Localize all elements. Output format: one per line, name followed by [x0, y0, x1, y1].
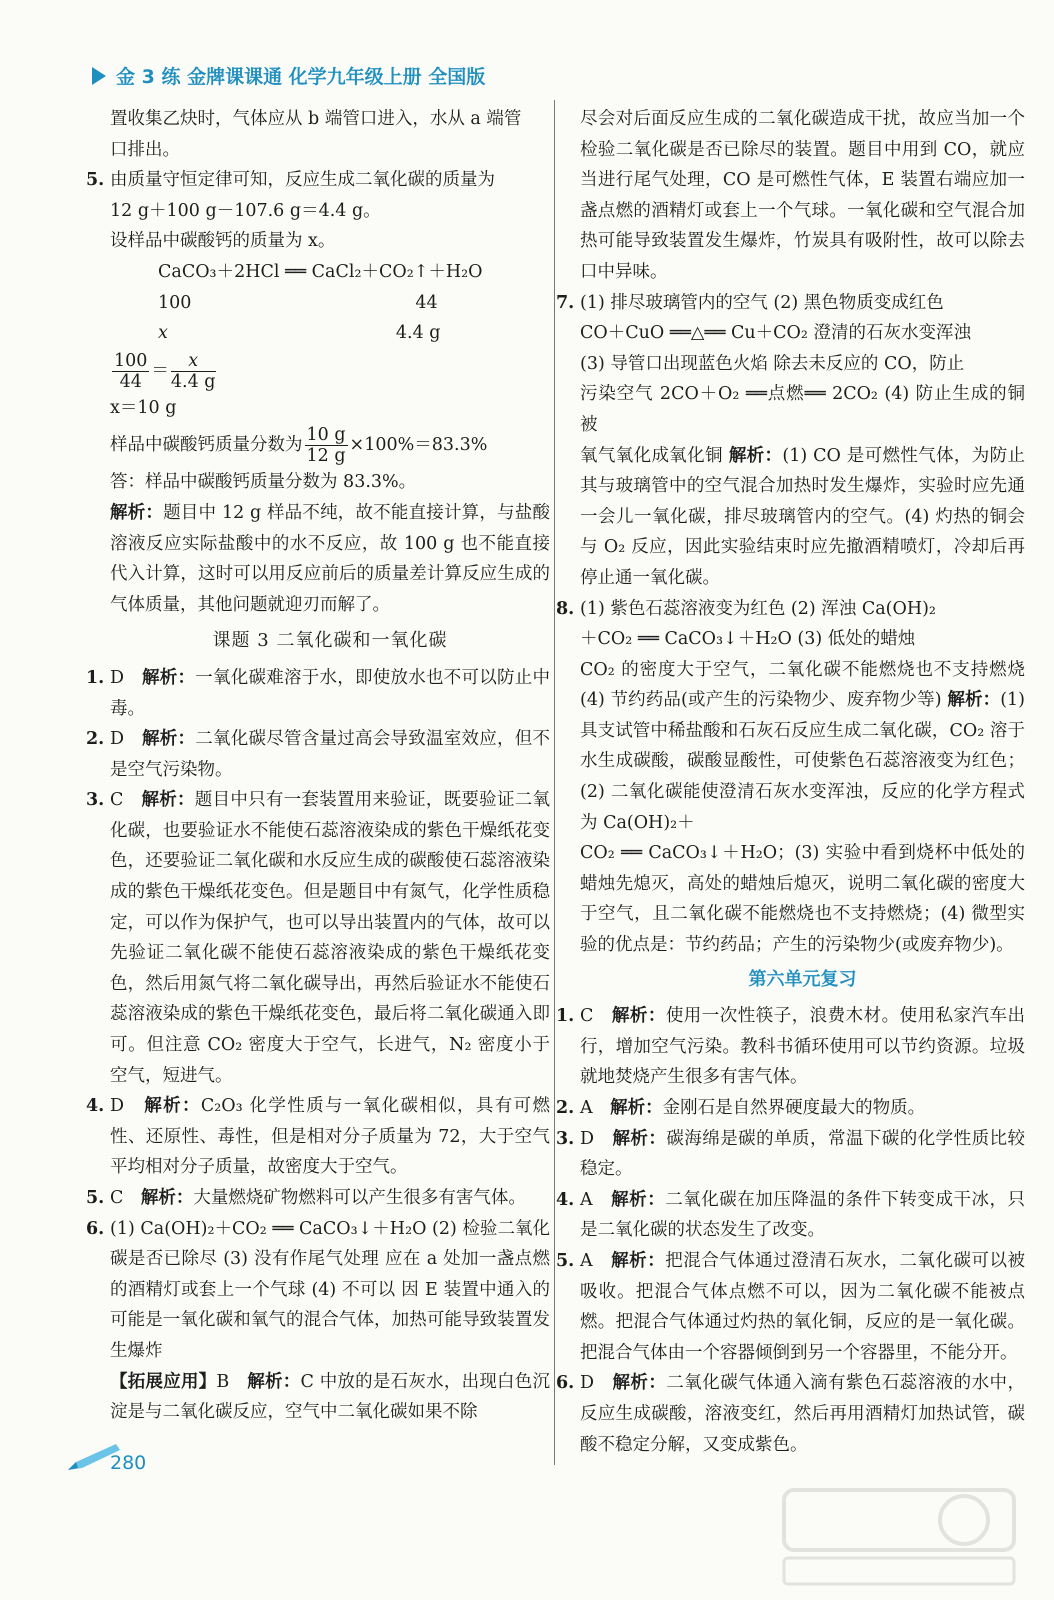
text-line: 由质量守恒定律可知，反应生成二氧化碳的质量为: [110, 170, 495, 191]
question-number: 5.: [556, 1250, 575, 1271]
fraction: [112, 351, 149, 392]
text-span: ×100%＝83.3%: [349, 435, 488, 456]
question-4: [86, 1091, 550, 1183]
answer-choice: A: [580, 1250, 593, 1271]
text-line: (3) 导管口出现蓝色火焰 除去未反应的 CO，防止: [580, 353, 965, 374]
fraction-numerator: 10 g: [306, 425, 346, 446]
question-number: 5.: [86, 1188, 105, 1208]
analysis-label: 解析：: [140, 1188, 194, 1208]
section-title: 课题 3 二氧化碳和一氧化碳: [212, 630, 448, 652]
answer-choice: D: [110, 667, 125, 688]
analysis-label: 解析：: [142, 667, 196, 688]
analysis-label: 解析：: [612, 1128, 667, 1149]
question-5: [86, 165, 550, 620]
ratio-value: x: [158, 323, 168, 344]
answer-choice: C: [110, 790, 124, 811]
question-7: [556, 288, 1026, 594]
column-divider: [554, 100, 555, 1465]
text-line: 设样品中碳酸钙的质量为 x。: [110, 231, 336, 252]
answer-choice: A: [580, 1189, 593, 1210]
page-number: 280: [110, 1452, 147, 1474]
question-number: 3.: [556, 1128, 575, 1149]
answer-text: [580, 1246, 1025, 1368]
question-number: 2.: [86, 729, 105, 750]
analysis-text: 题目中只有一套装置用来验证，既要验证二氧化碳，也要验证水不能使石蕊溶液染成的紫色干燥纸花变色，还要验证二氧化碳和水反应生成的碳酸使石蕊溶液染成的紫色干燥纸花变色。但是题目中有氮气，化学性质稳定，可以作为保护气，也可以导出装置内的气体，故可以先验证二氧化碳不能使石蕊溶液染成的紫色干燥纸花变色，然后用氮气将二氧化碳导出，再然后验证水不能使石蕊溶液染成的紫色干燥纸花变色，最后将二氧化碳通入即可。但注意 CO₂ 密度大于空气，长进气，N₂ 密度小于空气，短进气。: [110, 790, 551, 1086]
text-line: 12 g＋100 g－107.6 g＝4.4 g。: [110, 200, 381, 221]
review-question-4: [556, 1185, 1026, 1246]
answer-choice: D: [110, 729, 125, 750]
text-line: (1) 排尽玻璃管内的空气 (2) 黑色物质变成红色: [580, 292, 944, 313]
fraction-denominator: 44: [119, 371, 142, 392]
question-2: [86, 724, 551, 785]
analysis-label: 解析：: [611, 1250, 666, 1271]
triangle-icon: [92, 67, 106, 85]
analysis-label: 解析：: [728, 445, 783, 466]
question-number: 6.: [556, 1373, 575, 1394]
fraction-numerator: x: [171, 351, 216, 372]
answer-text: [110, 785, 550, 1091]
question-8: [556, 594, 1025, 961]
chemical-equation: CO＋CuO ══△══ Cu＋CO₂ 澄清的石灰水变浑浊: [580, 323, 971, 344]
ratio-row: [110, 318, 550, 349]
question-number: 4.: [86, 1096, 105, 1117]
question-6: [86, 1214, 550, 1367]
answer-line: 答：样品中碳酸钙质量分数为 83.3%。: [110, 472, 417, 493]
answer-choice: C: [110, 1188, 124, 1208]
answer-choice: C: [580, 1006, 594, 1027]
fraction-numerator: 100: [114, 350, 148, 371]
analysis-text: 使用一次性筷子，浪费木材。使用私家汽车出行，增加空气污染。教科书循环使用可以节约资源。垃圾就地焚烧产生很多有害气体。: [580, 1006, 1026, 1088]
answer-text: [110, 663, 550, 724]
analysis-label: 解析：: [110, 502, 164, 523]
question-number: 4.: [556, 1189, 575, 1210]
analysis-label: 解析：: [141, 790, 195, 811]
analysis-text: 大量燃烧矿物燃料可以产生很多有害气体。: [193, 1188, 526, 1208]
analysis: [110, 498, 550, 620]
answer-text: [110, 1091, 550, 1183]
analysis-text: 二氧化碳在加压降温的条件下转变成干冰，只是二氧化碳的状态发生了改变。: [580, 1189, 1026, 1241]
text-line: 口排出。: [110, 139, 180, 160]
answer-choice: B: [216, 1371, 230, 1392]
question-number: 2.: [556, 1098, 575, 1118]
analysis-text: 金刚石是自然界硬度最大的物质。: [662, 1098, 926, 1118]
text-line: 置收集乙炔时，气体应从 b 端管口进入，水从 a 端管: [110, 109, 522, 129]
text-span: 氧气氧化成氧化铜: [580, 445, 729, 466]
question-1: [86, 663, 551, 724]
analysis-text: 把混合气体通过澄清石灰水，二氧化碳可以被吸收。把混合气体点燃不可以，因为二氧化碳不能被点燃。把混合气体通过灼热的氧化铜，反应的是一氧化碳。把混合气体由一个容器倾倒到另一个容器里，不能分开。: [580, 1250, 1026, 1363]
analysis-text: C₂O₃ 化学性质与一氧化碳相似，具有可燃性、还原性、毒性，但是相对分子质量为 72，大于空气平均相对分子质量，故密度大于空气。: [110, 1096, 550, 1178]
ratio-row: [110, 288, 550, 319]
analysis-label: 解析：: [611, 1006, 666, 1027]
fraction-denominator: 12 g: [306, 446, 346, 467]
question-number: 3.: [86, 790, 105, 811]
answer-choice: D: [580, 1373, 595, 1394]
review-question-3: [556, 1124, 1026, 1185]
review-question-2: [556, 1093, 1025, 1124]
review-question-5: [556, 1246, 1026, 1368]
section-title: 第六单元复习: [748, 968, 857, 990]
analysis-text: 一氧化碳难溶于水，即使放水也不可以防止中毒。: [110, 667, 551, 719]
analysis-label: 解析：: [611, 1189, 666, 1210]
question-number: 1.: [556, 1006, 575, 1027]
answer-text: [580, 1185, 1025, 1246]
analysis-label: 解析：: [612, 1373, 667, 1394]
answer-choice: D: [580, 1128, 595, 1149]
text-line: (1) 紫色石蕊溶液变为红色 (2) 浑浊 Ca(OH)₂: [580, 598, 936, 619]
extension: [110, 1367, 550, 1428]
answer-text: [580, 1124, 1025, 1185]
ratio-value: 44: [415, 292, 438, 313]
right-column: [556, 104, 1026, 1460]
question-5b: [86, 1183, 550, 1214]
answer-text: [110, 1183, 550, 1214]
mass-fraction: [110, 423, 550, 467]
analysis: [580, 655, 1025, 839]
answer-text: [110, 724, 550, 785]
review-question-1: [556, 1001, 1026, 1093]
ratio-value: 4.4 g: [395, 323, 441, 344]
question-number: 8.: [556, 598, 575, 619]
analysis-text: (1) 具支试管中稀盐酸和石灰石反应生成二氧化碳，CO₂ 溶于水生成碳酸，碳酸显酸性，可使紫色石蕊溶液变为红色；(2) 二氧化碳能使澄清石灰水变浑浊，反应的化学方程式为 Ca(OH)₂＋: [580, 690, 1025, 833]
left-column: [86, 104, 551, 1428]
analysis-continued: CO₂ ══ CaCO₃↓＋H₂O；(3) 实验中看到烧杯中低处的蜡烛先熄灭，高处的蜡烛后熄灭，说明二氧化碳的密度大于空气，且二氧化碳不能燃烧也不支持燃烧；(4) 微型实验的优点是：节约药品；产生的污染物少(或废弃物少)。: [580, 843, 1025, 956]
analysis: [580, 441, 1025, 594]
analysis-label: 解析：: [947, 690, 1001, 711]
chemical-equation: ＋CO₂ ══ CaCO₃↓＋H₂O (3) 低处的蜡烛: [580, 629, 916, 650]
header: [92, 62, 485, 89]
analysis-text: (1) CO 是可燃性气体，为防止其与玻璃管中的空气混合加热时发生爆炸，实验时应先通一会儿一氧化碳，排尽玻璃管内的空气。(4) 灼热的铜会与 O₂ 反应，因此实验结束时应先撤酒精喷灯，冷却后再停止通一氧化碳。: [580, 445, 1026, 588]
analysis-text: 二氧化碳尽管含量过高会导致温室效应，但不是空气污染物。: [110, 729, 551, 780]
analysis-text: 二氧化碳气体通入滴有紫色石蕊溶液的水中，反应生成碳酸，溶液变红，然后再用酒精灯加热试管，碳酸不稳定分解，又变成紫色。: [580, 1373, 1026, 1455]
question-number: 1.: [86, 667, 105, 688]
text-span: 样品中碳酸钙质量分数为: [110, 435, 303, 456]
analysis-text: 题目中 12 g 样品不纯，故不能直接计算，与盐酸溶液反应实际盐酸中的水不反应，故 100 g 也不能直接代入计算，这时可以用反应前后的质量差计算反应生成的气体质量，其他问题就迎刃而解了。: [110, 502, 550, 615]
fraction: [171, 351, 216, 392]
text-block: 尽会对后面反应生成的二氧化碳造成干扰，故应当加一个检验二氧化碳是否已除尽的装置。题目中用到 CO，就应当进行尾气处理，CO 是可燃性气体，E 装置右端应加一盏点燃的酒精灯或套上一个气球。一氧化碳和空气混合加热可能导致装置发生爆炸，竹炭具有吸附性，故可以除去口中异味。: [580, 109, 1025, 282]
answer-choice: D: [110, 1096, 125, 1117]
analysis-label: 解析：: [144, 1096, 201, 1117]
answer-text: [580, 1368, 1025, 1460]
answer-text: (1) Ca(OH)₂＋CO₂ ══ CaCO₃↓＋H₂O (2) 检验二氧化碳是否已除尽 (3) 没有作尾气处理 应在 a 处加一盏点燃的酒精灯或套上一个气球 (4) 不可以 因 E 装置中通入的可能是一氧化碳和氧气的混合气体，加热可能导致装置发生爆炸: [110, 1218, 550, 1361]
text-span: CO₂ 的密度大于空气，二氧化碳不能燃烧也不支持燃烧 (4) 节约药品(或产生的污染物少、废弃物少等): [580, 659, 1025, 711]
watermark-logo: [764, 1480, 1034, 1590]
answer-choice: A: [580, 1098, 593, 1118]
analysis-text: C 中放的是石灰水，出现白色沉淀是与二氧化碳反应，空气中二氧化碳如果不除: [110, 1371, 551, 1423]
equals-sign: ＝: [151, 360, 169, 381]
chemical-equation: 污染空气 2CO＋O₂ ══点燃══ 2CO₂ (4) 防止生成的铜被: [580, 384, 1025, 435]
answer-text: [580, 1093, 1025, 1124]
ratio-value: 100: [158, 292, 192, 313]
question-3: [86, 785, 551, 1091]
review-question-6: [556, 1368, 1026, 1460]
analysis-label: 解析：: [142, 729, 196, 750]
question-number: 7.: [556, 292, 575, 313]
question-number: 6.: [86, 1218, 105, 1239]
answer-text: [580, 1001, 1025, 1093]
fraction: [305, 425, 348, 466]
question-number: 5.: [86, 170, 105, 191]
analysis-label: 解析：: [610, 1098, 663, 1118]
chemical-equation: CaCO₃＋2HCl ══ CaCl₂＋CO₂↑＋H₂O: [158, 261, 483, 282]
text-line: x＝10 g: [110, 397, 177, 418]
analysis-text: 碳海绵是碳的单质，常温下碳的化学性质比较稳定。: [580, 1128, 1026, 1180]
fraction-denominator: 4.4 g: [170, 371, 216, 392]
header-title: 金 3 练 金牌课课通 化学九年级上册 全国版: [116, 66, 486, 88]
extension-label: 【拓展应用】: [110, 1371, 217, 1392]
analysis-label: 解析：: [247, 1371, 301, 1392]
proportion: [110, 349, 550, 393]
